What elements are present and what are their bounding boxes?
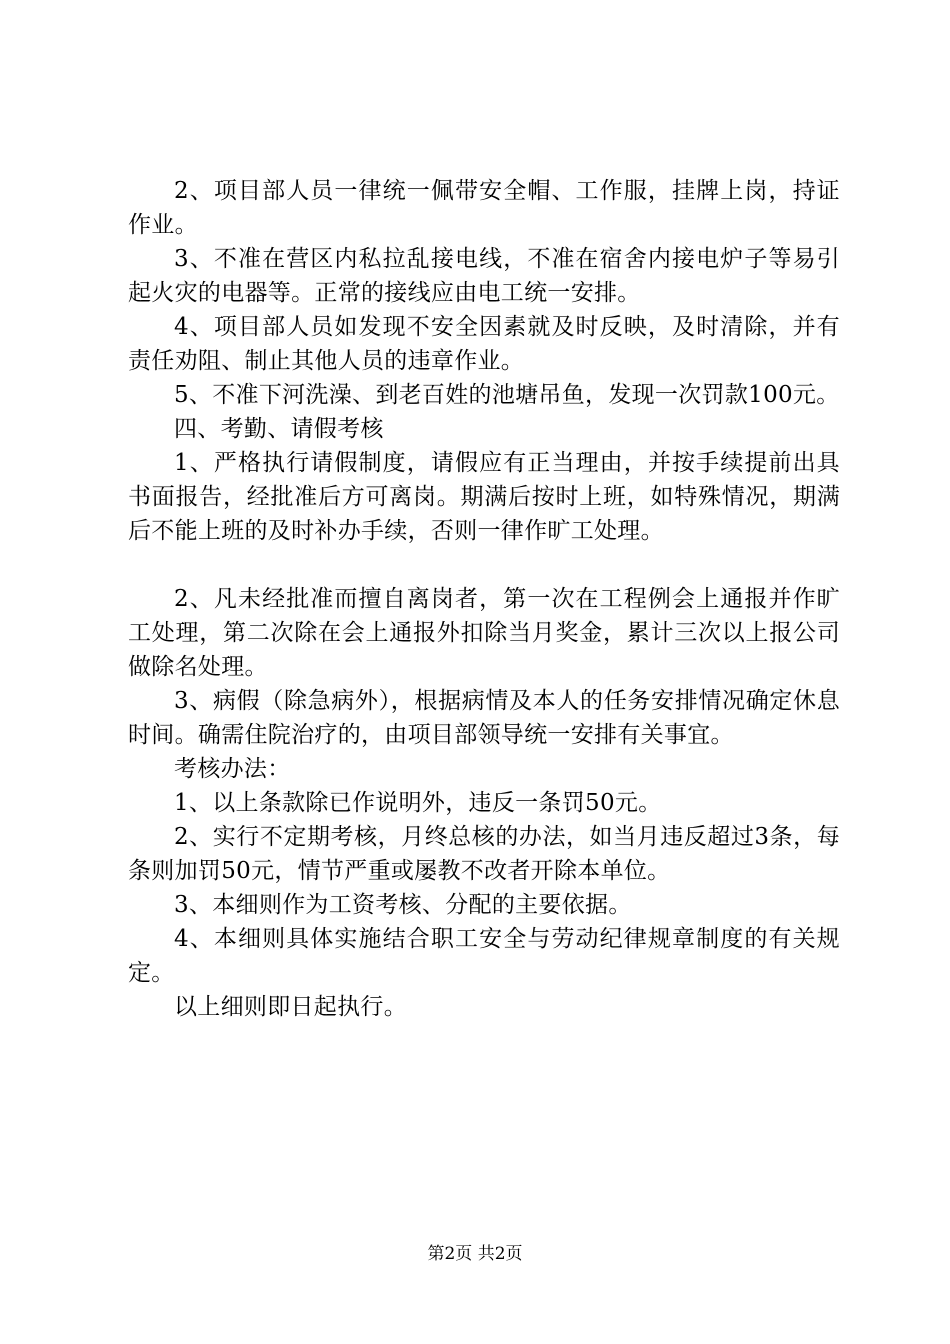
paragraph-safety-gear: 2、项目部人员一律统一佩带安全帽、工作服，挂牌上岗，持证作业。 [128,178,840,238]
page-number-footer: 第2页 共2页 [427,1244,523,1264]
section-heading-attendance: 四、考勤、请假考核 [174,416,384,442]
document-body [128,174,840,1024]
paragraph-implementation-rules: 4、本细则具体实施结合职工安全与劳动纪律规章制度的有关规定。 [128,926,840,986]
section-heading-assessment-method: 考核办法： [174,756,291,782]
paragraph-no-swimming-fishing: 5、不准下河洗澡、到老百姓的池塘吊鱼，发现一次罚款100元。 [174,382,840,408]
paragraph-irregular-assessment: 2、实行不定期考核，月终总核的办法，如当月违反超过3条，每条则加罚50元，情节严重或屡教不改者开除本单位。 [128,824,840,884]
paragraph-sick-leave: 3、病假（除急病外），根据病情及本人的任务安排情况确定休息时间。确需住院治疗的，由项目部领导统一安排有关事宜。 [128,688,840,748]
paragraph-report-hazards: 4、项目部人员如发现不安全因素就及时反映，及时清除，并有责任劝阻、制止其他人员的违章作业。 [128,314,840,374]
paragraph-electrical-wiring: 3、不准在营区内私拉乱接电线，不准在宿舍内接电炉子等易引起火灾的电器等。正常的接线应由电工统一安排。 [128,246,840,306]
paragraph-penalty-rule: 1、以上条款除已作说明外，违反一条罚50元。 [174,790,662,816]
paragraph-effective-date: 以上细则即日起执行。 [174,994,407,1020]
paragraph-leave-policy: 1、严格执行请假制度，请假应有正当理由，并按手续提前出具书面报告，经批准后方可离岗。期满后按时上班，如特殊情况，期满后不能上班的及时补办手续，否则一律作旷工处理。 [128,450,840,544]
paragraph-salary-basis: 3、本细则作为工资考核、分配的主要依据。 [174,892,632,918]
paragraph-unauthorized-absence: 2、凡未经批准而擅自离岗者，第一次在工程例会上通报并作旷工处理，第二次除在会上通报外扣除当月奖金，累计三次以上报公司做除名处理。 [128,586,840,680]
